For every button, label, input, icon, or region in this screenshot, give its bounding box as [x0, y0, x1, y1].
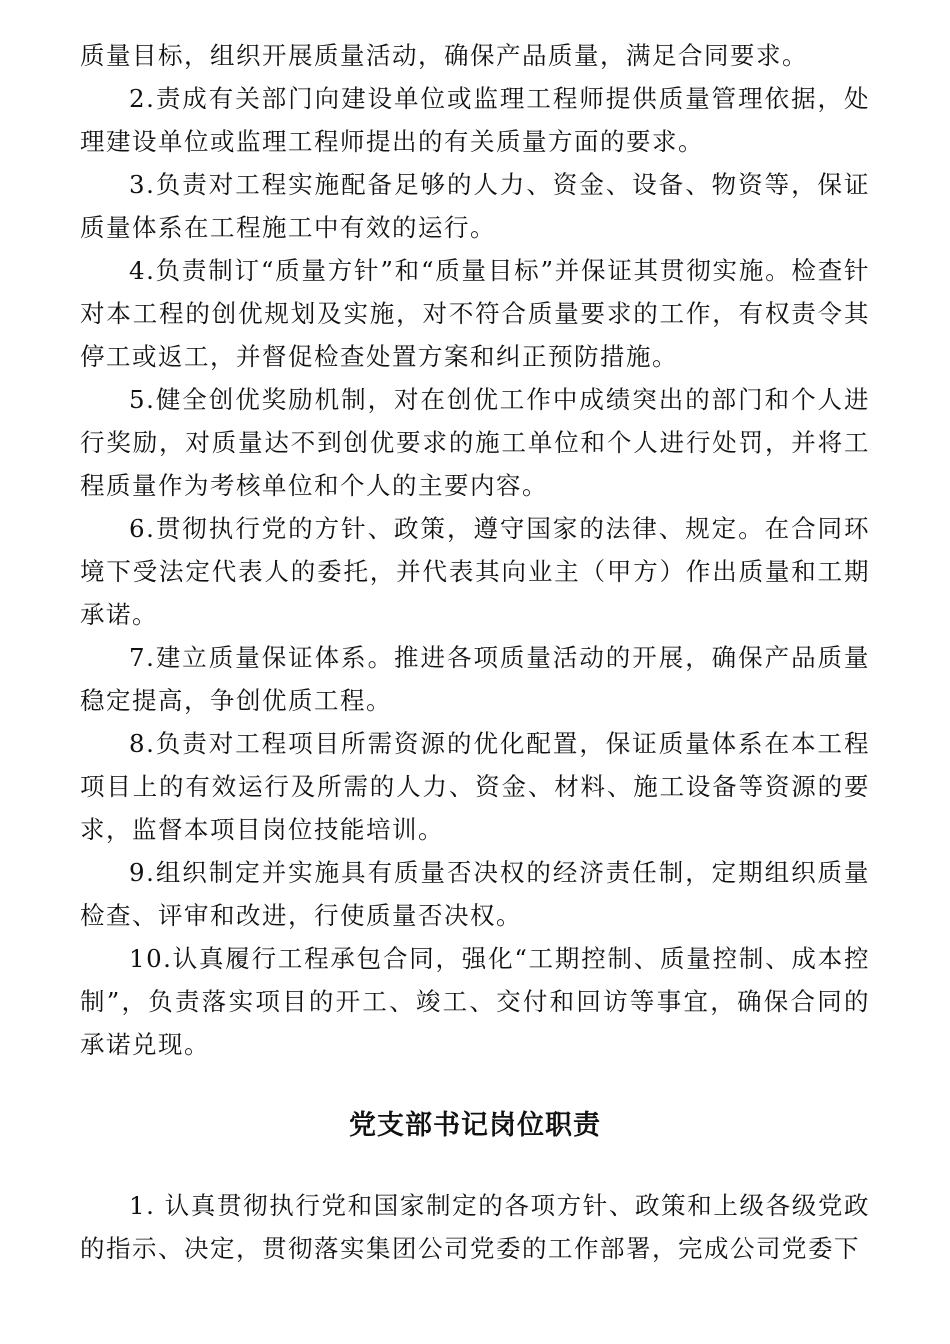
paragraph-item-5: 5.健全创优奖励机制，对在创优工作中成绩突出的部门和个人进行奖励，对质量达不到创优要求的施工单位和个人进行处罚，并将工程质量作为考核单位和个人的主要内容。 — [80, 385, 870, 500]
paragraph-item-3: 3.负责对工程实施配备足够的人力、资金、设备、物资等，保证质量体系在工程施工中有效的运行。 — [80, 170, 870, 242]
paragraph-item-10: 10.认真履行工程承包合同，强化“工期控制、质量控制、成本控制”，负责落实项目的开工、竣工、交付和回访等事宜，确保合同的承诺兑现。 — [80, 944, 870, 1059]
paragraph-item-9: 9.组织制定并实施具有质量否决权的经济责任制，定期组织质量检查、评审和改进，行使质量否决权。 — [80, 858, 870, 930]
section-heading: 党支部书记岗位职责 — [349, 1110, 601, 1141]
paragraph-item-4: 4.负责制订“质量方针”和“质量目标”并保证其贯彻实施。检查针对本工程的创优规划及实施，对不符合质量要求的工作，有权责令其停工或返工，并督促检查处置方案和纠正预防措施。 — [80, 256, 870, 371]
paragraph-item-8: 8.负责对工程项目所需资源的优化配置，保证质量体系在本工程项目上的有效运行及所需的人力、资金、材料、施工设备等资源的要求，监督本项目岗位技能培训。 — [80, 729, 870, 844]
paragraph-secretary-item-1: 1. 认真贯彻执行党和国家制定的各项方针、政策和上级各级党政的指示、决定，贯彻落实集团公司党委的工作部署，完成公司党委下 — [80, 1191, 870, 1263]
paragraph-item-7: 7.建立质量保证体系。推进各项质量活动的开展，确保产品质量稳定提高，争创优质工程。 — [80, 643, 870, 715]
paragraph-item-2: 2.责成有关部门向建设单位或监理工程师提供质量管理依据，处理建设单位或监理工程师提出的有关质量方面的要求。 — [80, 84, 870, 156]
paragraph-continuation: 质量目标，组织开展质量活动，确保产品质量，满足合同要求。 — [80, 41, 808, 70]
document-page — [80, 34, 870, 1270]
paragraph-item-6: 6.贯彻执行党的方针、政策，遵守国家的法律、规定。在合同环境下受法定代表人的委托，并代表其向业主（甲方）作出质量和工期承诺。 — [80, 514, 870, 629]
